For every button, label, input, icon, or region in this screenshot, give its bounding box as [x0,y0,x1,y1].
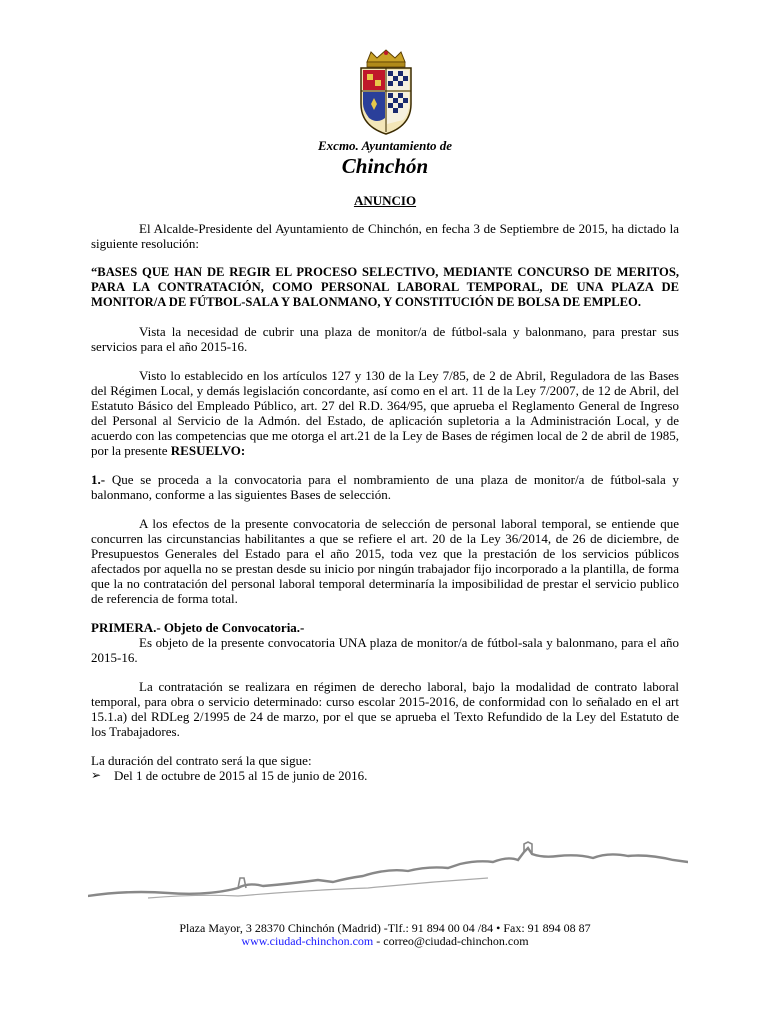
resolution-title: “BASES QUE HAN DE REGIR EL PROCESO SELECTIVO, MEDIANTE CONCURSO DE MERITOS, PARA LA CONTRATACIÓN, COMO PERSONAL LABORAL TEMPORAL, DE UNA PLAZA DE MONITOR/A DE FÚTBOL-SALA Y BALONMANO, Y CONSTITUCIÓN DE BOLSA DE EMPLEO. [91,265,679,309]
resuelvo-label: RESUELVO: [170,443,246,458]
efectos-paragraph: A los efectos de la presente convocatoria de selección de personal laboral temporal, se entiende que concurren las circunstancias habilitantes a que se refiere el art. 20 de la Ley 36/2014, de 26 de diciembre, de Presupuestos Generales del Estado para el año 2015, toda vez que la prestación de los servicios públicos afectados por aquella no se prestan desde su inicio por ningún trabajador fijo incorporado a la plantilla, de forma que la no contratación del personal laboral temporal determinaría la imposibilidad de prestar el servicio publico de referencia de forma total. [91,516,679,606]
website-link[interactable]: www.ciudad-chinchon.com [241,934,374,948]
point-1-text: Que se proceda a la convocatoria para el nombramiento de una plaza de monitor/a de fútbol-sala y balonmano, conforme a las siguientes Bases de selección. [91,472,679,502]
duracion-paragraph: La duración del contrato será la que sigue: [91,753,312,768]
vista-paragraph: Vista la necesidad de cubrir una plaza de monitor/a de fútbol-sala y balonmano, para prestar sus servicios para el año 2015-16. [91,324,679,354]
visto-paragraph [91,368,679,458]
point-1-paragraph [91,472,679,502]
footer-address: Plaza Mayor, 3 28370 Chinchón (Madrid) -Tlf.: 91 894 00 04 /84 • Fax: 91 894 08 87 [179,921,591,935]
point-1-number: 1.- [91,472,106,487]
section-primera-title: PRIMERA.- Objeto de Convocatoria.- [91,620,305,635]
visto-text: Visto lo establecido en los artículos 127 y 130 de la Ley 7/85, de 2 de Abril, Reguladora de las Bases del Régimen Local, y demás legislación concordante, así como en el art. 11 de la Ley 7/2007, de 12 de Abril, del Estatuto Básico del Empleado Público, art. 27 del R.D. 364/95, que aprueba el Reglamento General de Ingreso del Personal al Servicio de la Admón. del Estado, de aplicación supletoria a la Administración Local, y de acuerdo con las competencias que me otorga el art.21 de la Ley de Bases de régimen local de 2 de abril de 1985, por la presente [91,368,679,458]
primera-paragraph: Es objeto de la presente convocatoria UNA plaza de monitor/a de fútbol-sala y balonmano, para el año 2015-16. [91,635,679,665]
arrow-bullet-icon: ➢ [91,768,102,782]
list-item-text: Del 1 de octubre de 2015 al 15 de junio de 2016. [114,768,368,783]
footer [0,922,770,948]
email-text: correo@ciudad-chinchon.com [383,934,529,948]
footer-contact [0,935,770,948]
duration-list [91,768,679,783]
document-title: ANUNCIO [353,193,417,208]
coat-of-arms-icon [355,48,417,136]
list-item [91,768,679,783]
document-body [91,221,679,783]
footer-separator: - [373,934,384,948]
institution-name: Excmo. Ayuntamiento de [318,138,452,153]
intro-paragraph: El Alcalde-Presidente del Ayuntamiento de Chinchón, en fecha 3 de Septiembre de 2015, ha dictado la siguiente resolución: [91,221,679,251]
town-skyline-drawing [88,838,688,908]
contratacion-paragraph: La contratación se realizara en régimen de derecho laboral, bajo la modalidad de contrato laboral temporal, para obra o servicio determinado: curso escolar 2015-2016, de conformidad con lo señalado en el art 15.1.a) del RDLeg 2/1995 de 24 de marzo, por el que se aprueba el Texto Refundido de la Ley del Estatuto de los Trabajadores. [91,679,679,739]
municipality-name: Chinchón [341,154,429,178]
